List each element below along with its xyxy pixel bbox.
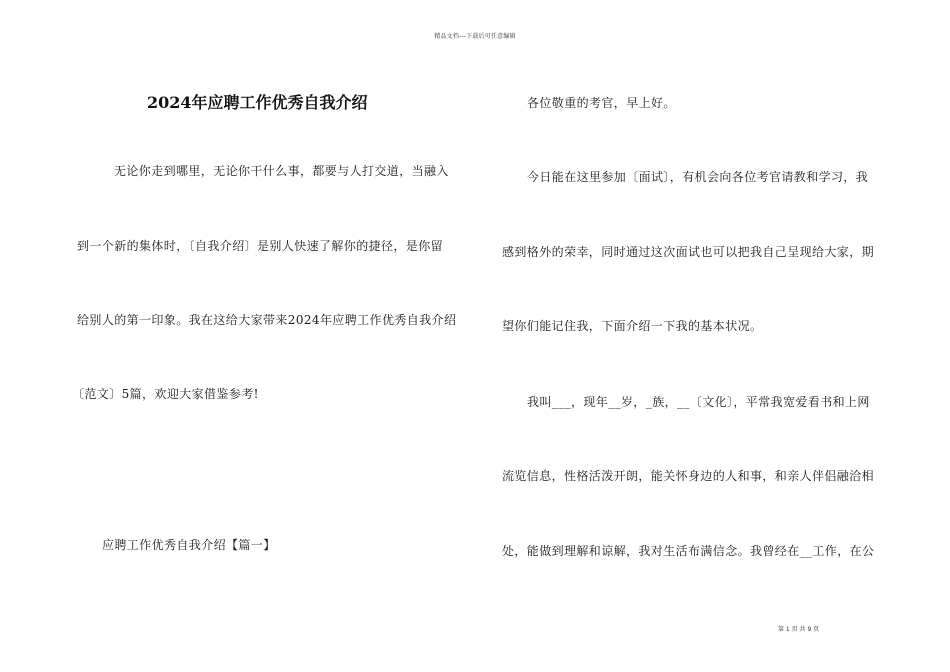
paragraph-line: 我叫___，现年__岁，_族，__〔文化〕，平常我宽爱看书和上网	[527, 395, 870, 409]
document-title: 2024年应聘工作优秀自我介绍	[147, 93, 368, 112]
paragraph-line: 各位敬重的考官，早上好。	[527, 96, 676, 110]
paragraph-line: 处，能做到理解和谅解，我对生活布满信念。我曾经在__工作，在公	[502, 544, 875, 558]
paragraph-line: 感到格外的荣幸，同时通过这次面试也可以把我自己呈现给大家，期	[502, 245, 875, 259]
paragraph-line: 望你们能记住我，下面介绍一下我的基本状况。	[502, 319, 763, 333]
document-header-note: 精品文档---下载后可任意编辑	[434, 33, 516, 40]
paragraph-line: 今日能在这里参加〔面试〕，有机会向各位考官请教和学习，我	[527, 170, 869, 184]
paragraph-line: 无论你走到哪里，无论你干什么事，都要与人打交道，当融入	[114, 164, 449, 178]
paragraph-line: 〔范文〕5篇，欢迎大家借鉴参考!	[72, 387, 259, 401]
paragraph-line: 到一个新的集体时，〔自我介绍〕是别人快速了解你的捷径，是你留	[77, 239, 444, 253]
page-number: 第 1 页 共 9 页	[778, 626, 820, 633]
paragraph-line: 流览信息，性格活泼开朗，能关怀身边的人和事，和亲人伴侣融洽相	[502, 469, 875, 483]
paragraph-line: 给别人的第一印象。我在这给大家带来2024年应聘工作优秀自我介绍	[77, 313, 457, 327]
section-heading: 应聘工作优秀自我介绍【篇一】	[102, 538, 276, 552]
